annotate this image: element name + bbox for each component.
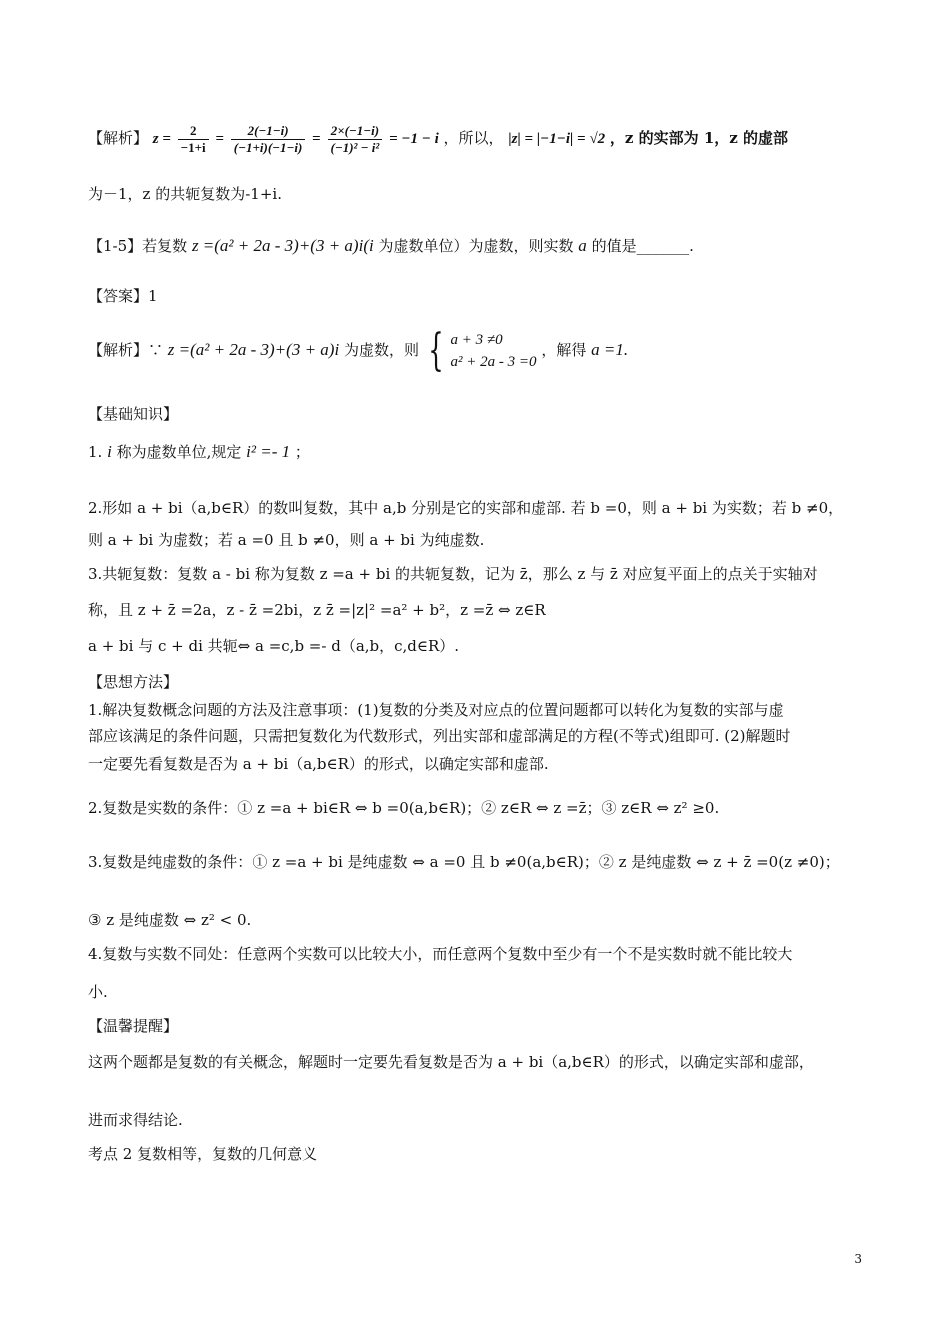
methods-line-5: 3.复数是纯虚数的条件：① z =a + bi 是纯虚数 ⇔ a =0 且 b ≠0(a,b∈R)；② z 是纯虚数 ⇔ z + z̄ =0(z ≠0)； [88, 853, 840, 871]
basics-line-4: 3.共轭复数：复数 a - bi 称为复数 z =a + bi 的共轭复数，记为 z̄，那么 z 与 z̄ 对应复平面上的点关于实轴对 [88, 565, 818, 583]
methods-line-1: 1.解决复数概念问题的方法及注意事项：(1)复数的分类及对应点的位置问题都可以转化为复数的实部与虚 [88, 701, 784, 719]
question-tail: 的值是_______. [591, 237, 694, 255]
methods-line-4: 2.复数是实数的条件：① z =a + bi∈R ⇔ b =0(a,b∈R)；② z∈R ⇔ z =z̄；③ z∈R ⇔ z² ≥0. [88, 799, 720, 817]
solution-mid: 为虚数，则 [343, 341, 419, 359]
tips-line-3: 考点 2 复数相等，复数的几何意义 [88, 1145, 318, 1163]
tips-line-1: 这两个题都是复数的有关概念，解题时一定要先看复数是否为 a + bi（a,b∈R）的形式，以确定实部和虚部， [88, 1053, 814, 1071]
brace-symbol: { [428, 325, 444, 376]
solution-line [88, 326, 628, 374]
basics-line-5: 称，且 z + z̄ =2a，z - z̄ =2bi，z z̄ =|z|² =a² + b²，z =z̄ ⇔ z∈R [88, 601, 546, 619]
methods-line-8: 小. [88, 983, 108, 1001]
page-number: 3 [854, 1252, 862, 1266]
basics-line-3: 则 a + bi 为虚数；若 a =0 且 b ≠0，则 a + bi 为纯虚数. [88, 531, 485, 549]
tips-title: 【温馨提醒】 [88, 1017, 179, 1035]
question-tag: 【1-5】若复数 [88, 237, 188, 255]
methods-line-3: 一定要先看复数是否为 a + bi（a,b∈R）的形式，以确定实部和虚部. [88, 755, 549, 773]
solution-result: a =1. [591, 340, 629, 359]
methods-line-2: 部应该满足的条件问题，只需把复数化为代数形式，列出实部和虚部满足的方程(不等式)组即可. (2)解题时 [88, 727, 791, 745]
analysis-heading: 【解析】 [88, 129, 149, 147]
methods-title: 【思想方法】 [88, 673, 179, 691]
solution-expr: z =(a² + 2a - 3)+(3 + a)i [167, 340, 340, 359]
fraction-3: $\frac{2\times(-1-i)}{\text{(−1)² − i²}}$ [328, 123, 383, 156]
question-mid: 为虚数单位）为虚数，则实数 [378, 237, 574, 255]
solution-heading: 【解析】∵ [88, 341, 164, 359]
modulus-expr: |z| = |−1−i| = √2 [508, 131, 606, 147]
basics-line-6: a + bi 与 c + di 共轭⇔ a =c,b =- d（a,b，c,d∈R）. [88, 637, 460, 655]
system-eq-1: a + 3 ≠0 [450, 332, 503, 348]
analysis-rest: ，z 的实部为 1，z 的虚部 [609, 129, 788, 147]
methods-line-7: 4.复数与实数不同处：任意两个实数可以比较大小，而任意两个复数中至少有一个不是实数时就不能比较大 [88, 945, 793, 963]
basics-title: 【基础知识】 [88, 405, 179, 423]
question-var: a [578, 236, 587, 255]
eq-z: z = [152, 131, 171, 147]
basics-l1-i: i [107, 442, 112, 461]
basics-line-2: 2.形如 a + bi（a,b∈R）的数叫复数，其中 a,b 分别是它的实部和虚部. 若 b =0，则 a + bi 为实数；若 b ≠0， [88, 499, 844, 517]
basics-l1-end: ； [294, 443, 310, 461]
basics-l1-text: 称为虚数单位,规定 [116, 443, 242, 461]
fraction-result: = −1 − i [389, 131, 439, 147]
analysis-line-1: 【解析】 z = $\frac{2}{-1+i}$ = $\frac{2(-1-i)}{(-1+i)(-1-i)}$ = $\frac{2\times(-1-i)}{\text{(−1)² − i²}}$ = −1 − i ，所以， |z| = |−1−i| = √2 ，z 的实部为 1，z 的虚部 [88, 122, 788, 155]
basics-l1-eq: i² =- 1 [246, 442, 291, 461]
analysis-line-2: 为－1，z 的共轭复数为-1+i. [88, 185, 282, 203]
methods-line-6: ③ z 是纯虚数 ⇔ z² < 0. [88, 911, 252, 929]
fraction-1: $\frac{2}{-1+i}$ [178, 123, 209, 156]
basics-l1-num: 1. [88, 443, 103, 461]
question-1-5 [88, 236, 694, 256]
question-expr: z =(a² + 2a - 3)+(3 + a)i(i [191, 236, 374, 255]
answer-line: 【答案】1 [88, 287, 158, 305]
system-eq-2: a² + 2a - 3 =0 [450, 354, 537, 370]
fraction-2: $\frac{2(-1-i)}{(-1+i)(-1-i)}$ [231, 123, 306, 156]
so-text: ，所以， [443, 129, 504, 147]
basics-line-1 [88, 442, 310, 462]
tips-line-2: 进而求得结论. [88, 1111, 183, 1129]
solution-after: ，解得 [541, 341, 587, 359]
equation-system [451, 329, 537, 373]
